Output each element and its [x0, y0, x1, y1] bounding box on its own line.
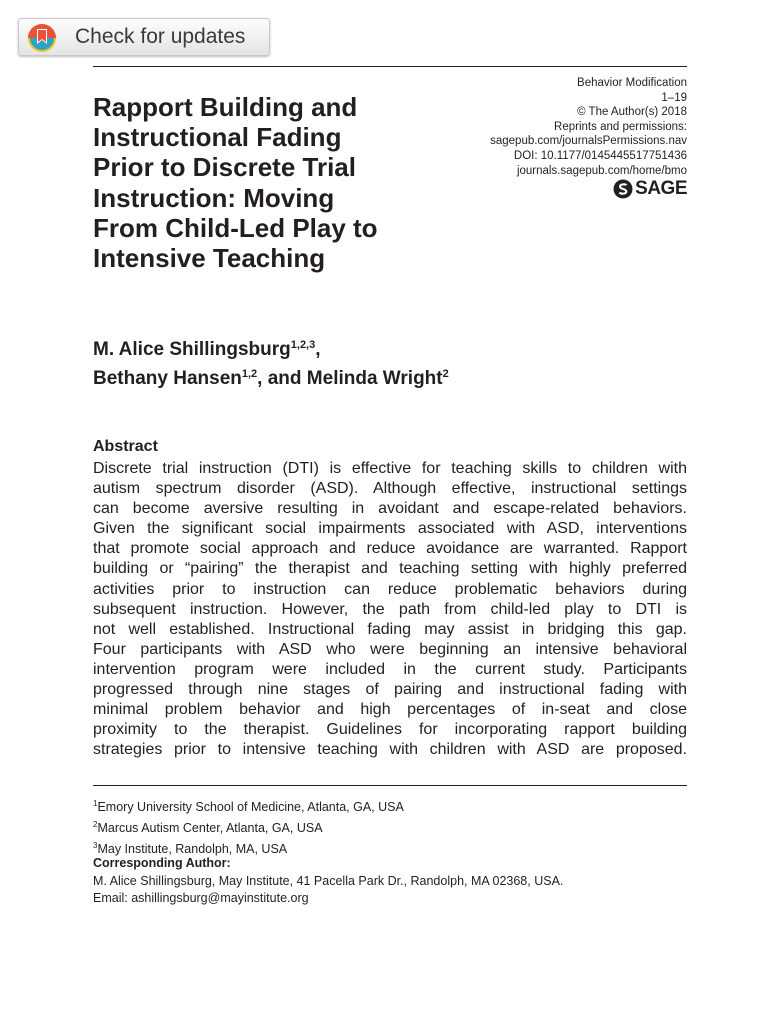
abstract-line: Four participants with ASD who were beginning an intensive behavioral — [93, 640, 687, 658]
author-separator: , — [315, 339, 321, 360]
article-title — [93, 92, 453, 273]
journal-metadata — [490, 76, 687, 178]
affiliation-number: 2 — [93, 820, 98, 829]
abstract-line: that promote social approach and reduce avoidance are warranted. Rapport — [93, 540, 687, 558]
corresponding-email[interactable]: Email: ashillingsburg@mayinstitute.org — [93, 891, 309, 905]
sage-logo — [613, 178, 687, 200]
abstract-line: Given the significant social impairments associated with ASD, interventions — [93, 520, 687, 538]
journal-link[interactable]: journals.sagepub.com/home/bmo — [516, 164, 687, 177]
reprints-link[interactable]: sagepub.com/journalsPermissions.nav — [490, 135, 687, 148]
abstract-line: progressed through nine stages of pairing and instructional fading with — [93, 681, 687, 699]
abstract-line: can become aversive resulting in avoidant and escape-related behaviors. — [93, 500, 687, 518]
author-affil-sup: 2 — [442, 368, 449, 380]
author-separator: , and — [257, 368, 307, 389]
header-rule — [93, 66, 687, 67]
abstract-line: activities prior to instruction can reduce problematic behaviors during — [93, 580, 687, 598]
reprints-label: Reprints and permissions: — [554, 120, 687, 133]
sage-wordmark: SAGE — [635, 178, 687, 199]
doi[interactable]: DOI: 10.1177/0145445517751436 — [513, 149, 687, 162]
corresponding-address: M. Alice Shillingsburg, May Institute, 41 Pacella Park Dr., Randolph, MA 02368, USA. — [93, 874, 564, 888]
footnote-rule — [93, 785, 687, 786]
abstract-line: proximity to the therapist. Guidelines for incorporating rapport building — [93, 721, 687, 739]
check-for-updates-label: Check for updates — [75, 25, 246, 48]
abstract-line: intervention program were included in the current study. Participants — [93, 660, 687, 678]
title-line: Rapport Building and — [93, 92, 358, 122]
abstract-line: building or “pairing” the therapist and teaching setting with highly preferred — [93, 560, 687, 578]
affiliation-text: Emory University School of Medicine, Atlanta, GA, USA — [97, 800, 404, 814]
corresponding-author-details — [93, 873, 563, 907]
affiliation-text: Marcus Autism Center, Atlanta, GA, USA — [97, 821, 323, 835]
affiliation-text: May Institute, Randolph, MA, USA — [97, 842, 288, 856]
author-name: Melinda Wright — [306, 368, 443, 389]
page-range: 1–19 — [661, 91, 687, 104]
affiliations — [93, 795, 404, 858]
affiliation-number: 3 — [93, 841, 98, 850]
abstract-line: strategies prior to intensive teaching with children with ASD are proposed. — [93, 741, 687, 759]
abstract-line: minimal problem behavior and high percentages of in-seat and close — [93, 701, 687, 719]
affiliation-item — [93, 816, 404, 837]
check-for-updates-button[interactable] — [18, 18, 270, 56]
abstract-line: subsequent instruction. However, the path from child-led play to DTI is — [93, 600, 687, 618]
title-line: Prior to Discrete Trial — [93, 152, 356, 183]
journal-name: Behavior Modification — [577, 77, 687, 89]
title-line: From Child-Led Play to — [93, 212, 378, 243]
crossmark-icon — [27, 23, 57, 53]
author-name: M. Alice Shillingsburg — [93, 339, 291, 360]
affiliation-item — [93, 795, 404, 816]
affiliation-number: 1 — [93, 799, 98, 808]
abstract-line: not well established. Instructional fading may assist in bridging this gap. — [93, 620, 687, 638]
copyright: © The Author(s) 2018 — [577, 106, 687, 119]
title-line: Intensive Teaching — [93, 243, 326, 274]
corresponding-author-heading: Corresponding Author: — [93, 856, 231, 870]
author-list — [93, 333, 449, 391]
abstract-line: Discrete trial instruction (DTI) is effective for teaching skills to children with — [93, 460, 687, 477]
affiliation-item — [93, 837, 404, 858]
sage-emblem-icon — [613, 179, 633, 199]
author-affil-sup: 1,2 — [241, 368, 258, 380]
title-line: Instruction: Moving — [93, 182, 335, 213]
abstract-text — [93, 459, 687, 760]
abstract-heading: Abstract — [93, 438, 158, 455]
author-affil-sup: 1,2,3 — [290, 339, 316, 351]
author-name: Bethany Hansen — [93, 368, 242, 389]
title-line: Instructional Fading — [93, 122, 342, 153]
abstract-line: autism spectrum disorder (ASD). Although effective, instructional settings — [93, 480, 687, 498]
